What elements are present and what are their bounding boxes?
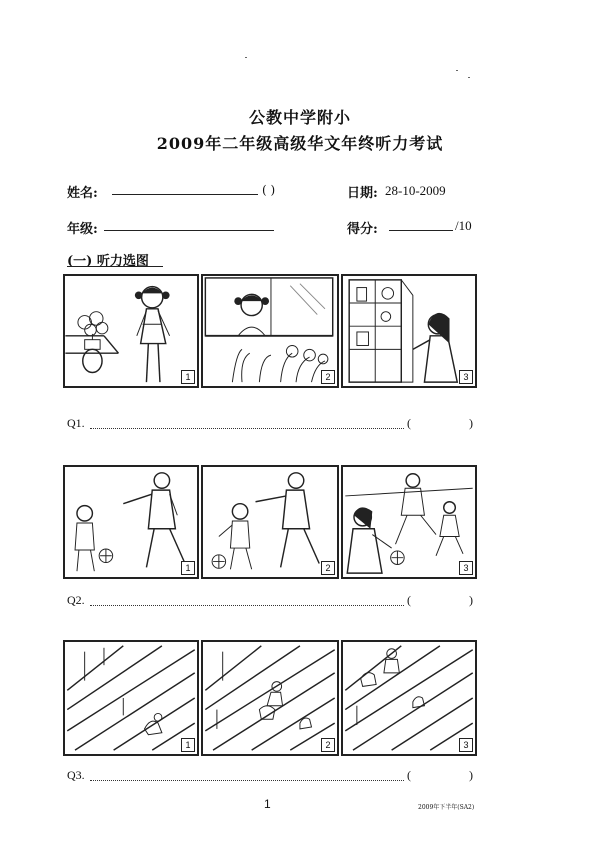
q2-answer-field[interactable] — [416, 593, 466, 609]
q2-open-paren: ( — [407, 593, 411, 607]
q2-label: Q2. — [67, 593, 85, 607]
section-underline — [67, 266, 163, 267]
q1-answer-field[interactable] — [416, 416, 466, 432]
class-label: 年级: — [67, 222, 98, 237]
q3-panel-2[interactable] — [201, 640, 339, 756]
scan-speck — [245, 57, 247, 58]
q3-open-paren: ( — [407, 768, 411, 782]
panel-number: 1 — [181, 561, 195, 575]
girl-with-flower-vase-illustration — [65, 276, 197, 386]
q1-answer-dots — [90, 428, 404, 429]
panel-number: 3 — [459, 370, 473, 384]
q3-answer-dots — [90, 780, 404, 781]
q2-panel-3[interactable] — [341, 465, 477, 579]
father-and-boy-ball-illustration — [65, 467, 197, 577]
q1-panel-2[interactable] — [201, 274, 339, 388]
name-line[interactable] — [112, 194, 258, 195]
q3-panel-3[interactable] — [341, 640, 477, 756]
exam-title: 2009年二年级高级华文年终听力考试 — [156, 134, 444, 153]
q2-panel-2[interactable] — [201, 465, 339, 579]
section-title: (一) 听力选图 — [67, 254, 149, 269]
score-line[interactable] — [389, 230, 453, 231]
panel-number: 3 — [459, 561, 473, 575]
school-name: 公教中学附小 — [248, 108, 351, 127]
q3-panel-1[interactable] — [63, 640, 199, 756]
panel-number: 3 — [459, 738, 473, 752]
q3-close-paren: ) — [469, 768, 473, 782]
girl-opening-cabinet-illustration — [343, 276, 475, 386]
class-line[interactable] — [104, 230, 274, 231]
footer-note: 2009年下半年(SA2) — [418, 804, 475, 811]
q3-label: Q3. — [67, 768, 85, 782]
q1-panel-1[interactable] — [63, 274, 199, 388]
family-playing-ball-illustration — [343, 467, 475, 577]
scan-speck — [468, 77, 470, 78]
q2-answer-dots — [90, 605, 404, 606]
name-label: 姓名: — [67, 186, 98, 201]
panel-number: 1 — [181, 370, 195, 384]
boy-chasing-dog-on-stairs-illustration — [203, 642, 337, 754]
q2-close-paren: ) — [469, 593, 473, 607]
score-label: 得分: — [347, 222, 378, 237]
stairs-with-dog-illustration — [65, 642, 197, 754]
q3-answer-field[interactable] — [416, 768, 466, 784]
panel-number: 2 — [321, 738, 335, 752]
q1-open-paren: ( — [407, 416, 411, 430]
panel-number: 1 — [181, 738, 195, 752]
q1-close-paren: ) — [469, 416, 473, 430]
page-number: 1 — [264, 797, 271, 811]
score-total: /10 — [455, 218, 472, 233]
q2-panel-1[interactable] — [63, 465, 199, 579]
panel-number: 2 — [321, 561, 335, 575]
panel-number: 2 — [321, 370, 335, 384]
q1-panel-3[interactable] — [341, 274, 477, 388]
date-value: 28-10-2009 — [385, 183, 446, 198]
name-suffix: ( ) — [262, 183, 276, 197]
girl-at-window-illustration — [203, 276, 337, 386]
father-throwing-to-boy-illustration — [203, 467, 337, 577]
scan-speck — [456, 70, 458, 71]
q1-label: Q1. — [67, 416, 85, 430]
boy-and-dog-at-top-of-stairs-illustration — [343, 642, 475, 754]
date-label: 日期: — [347, 186, 378, 201]
